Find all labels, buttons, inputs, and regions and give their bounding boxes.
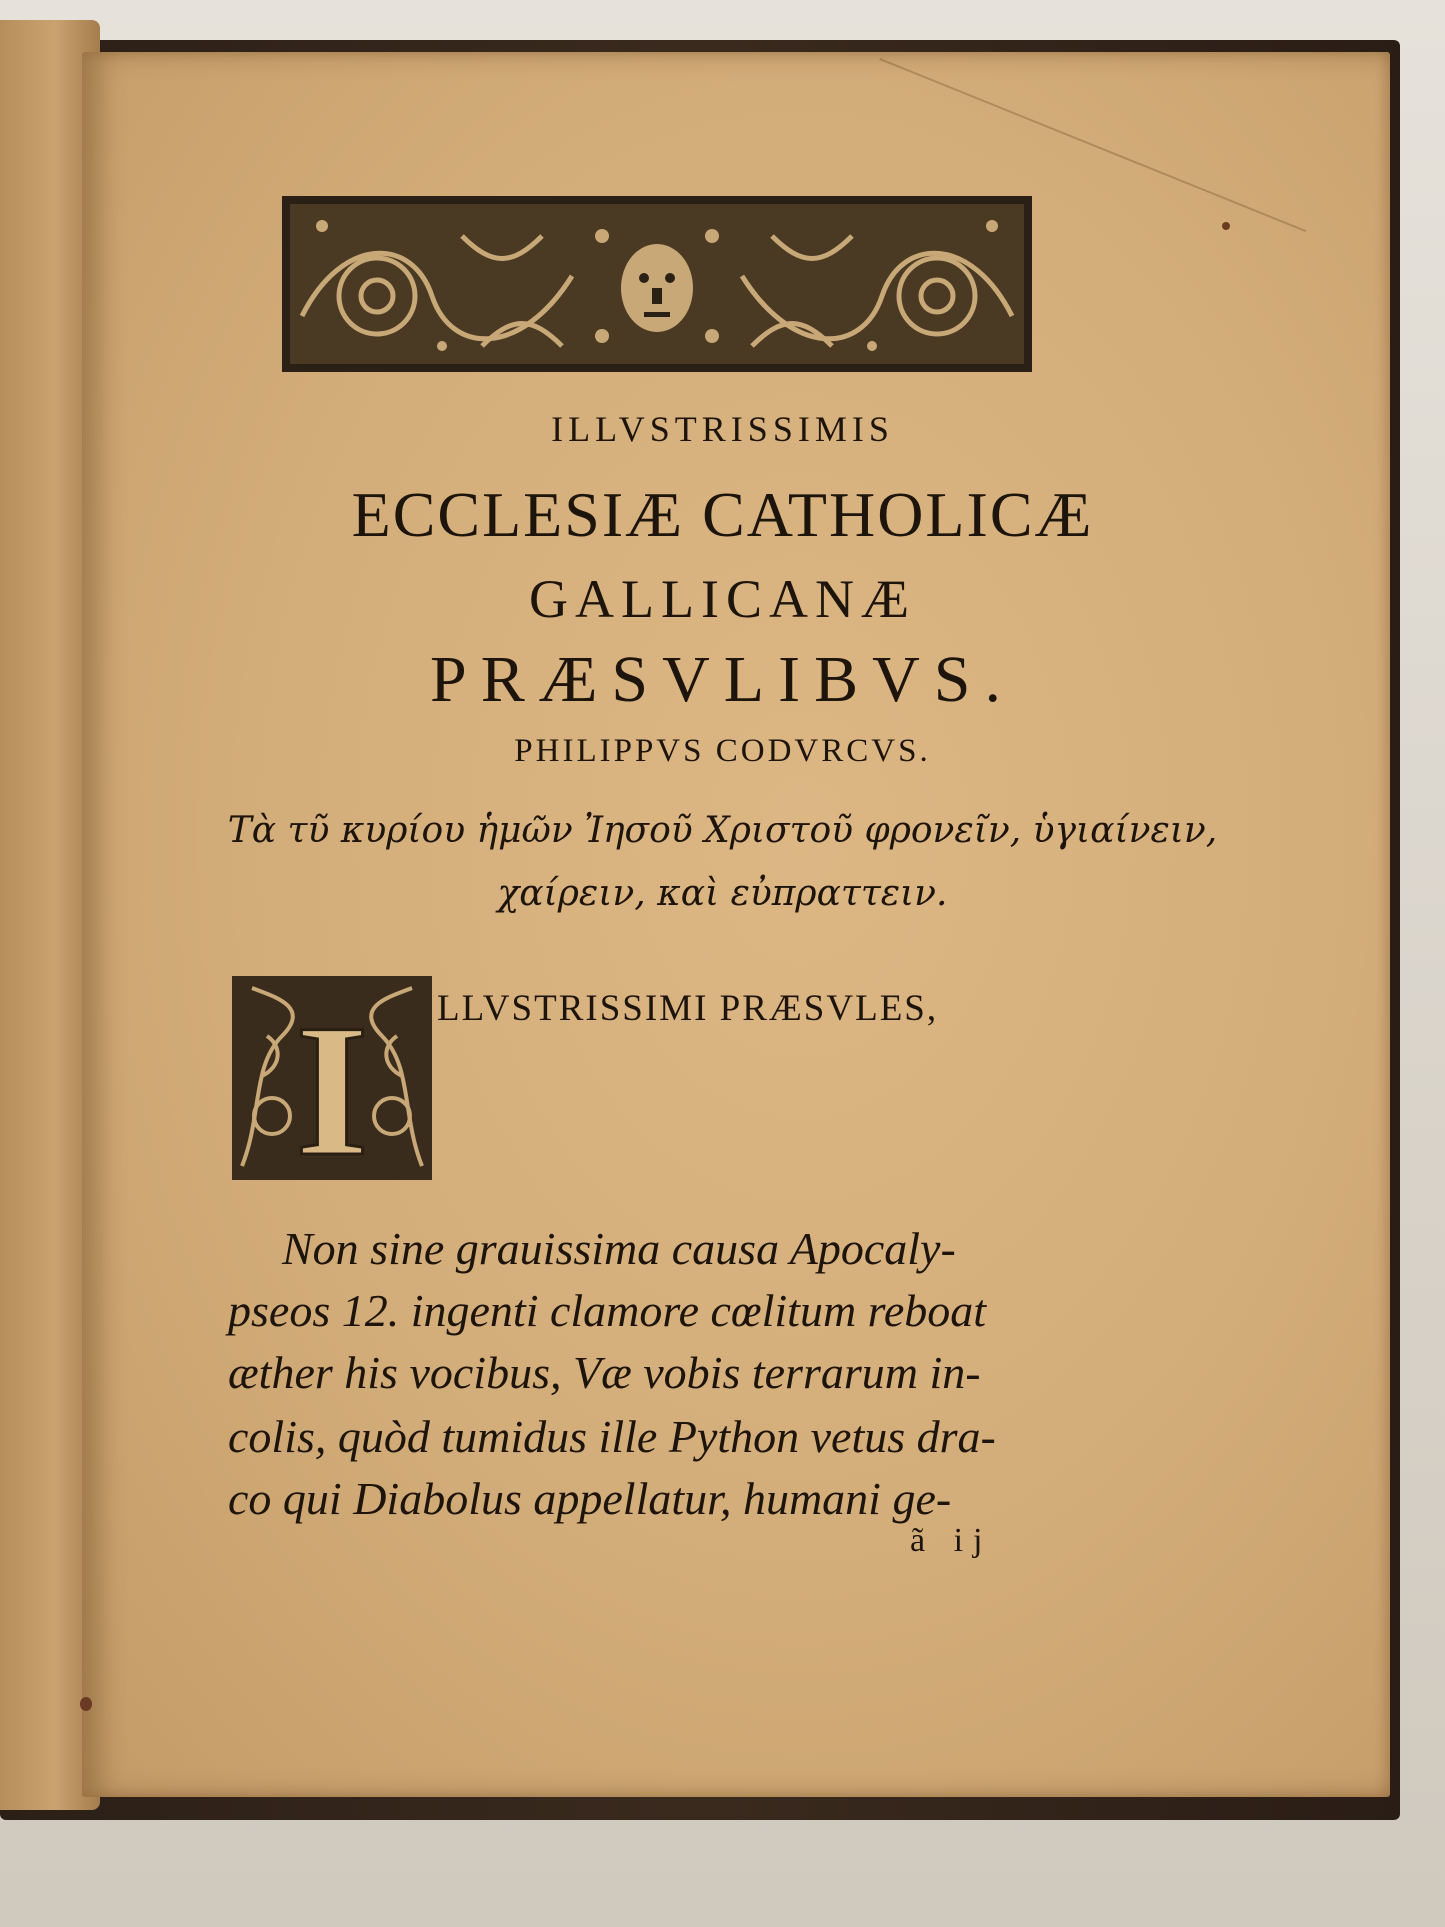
- salutation: LLVSTRISSIMI PRÆSVLES,: [437, 988, 939, 1029]
- greek-line-2: χαίρειν, καὶ εὐπραττειν.: [497, 873, 948, 914]
- body-line-3: æther his vocibus, Væ vobis terrarum in-: [228, 1347, 981, 1398]
- ink-spot: [1222, 222, 1230, 230]
- body-line-2: pseos 12. ingenti clamore cœlitum reboat: [228, 1285, 987, 1336]
- decorated-initial: [232, 976, 432, 1180]
- heading-line-2: ECCLESIÆ CATHOLICÆ: [351, 479, 1094, 550]
- ornamental-headpiece: [282, 196, 1032, 372]
- initial-letter: I: [295, 986, 369, 1180]
- heading-line-4: PRÆSVLIBVS.: [430, 643, 1015, 716]
- heading-line-1: ILLVSTRISSIMIS: [551, 409, 894, 449]
- body-line-4: colis, quòd tumidus ille Python vetus dra-: [228, 1411, 996, 1462]
- body-line-1: Non sine grauissima causa Apocaly-: [282, 1223, 956, 1274]
- author-line: PHILIPPVS CODVRCVS.: [514, 733, 931, 769]
- signature-mark: ã ij: [910, 1522, 993, 1559]
- body-line-5: co qui Diabolus appellatur, humani ge-: [228, 1473, 952, 1524]
- ink-spot: [80, 1697, 92, 1711]
- greek-line-1: Τὰ τῦ κυρίου ἡμῶν Ἰησοῦ Χριστοῦ φρονεῖν, ὑγιαίνειν,: [227, 810, 1218, 851]
- heading-line-3: GALLICANÆ: [529, 569, 916, 629]
